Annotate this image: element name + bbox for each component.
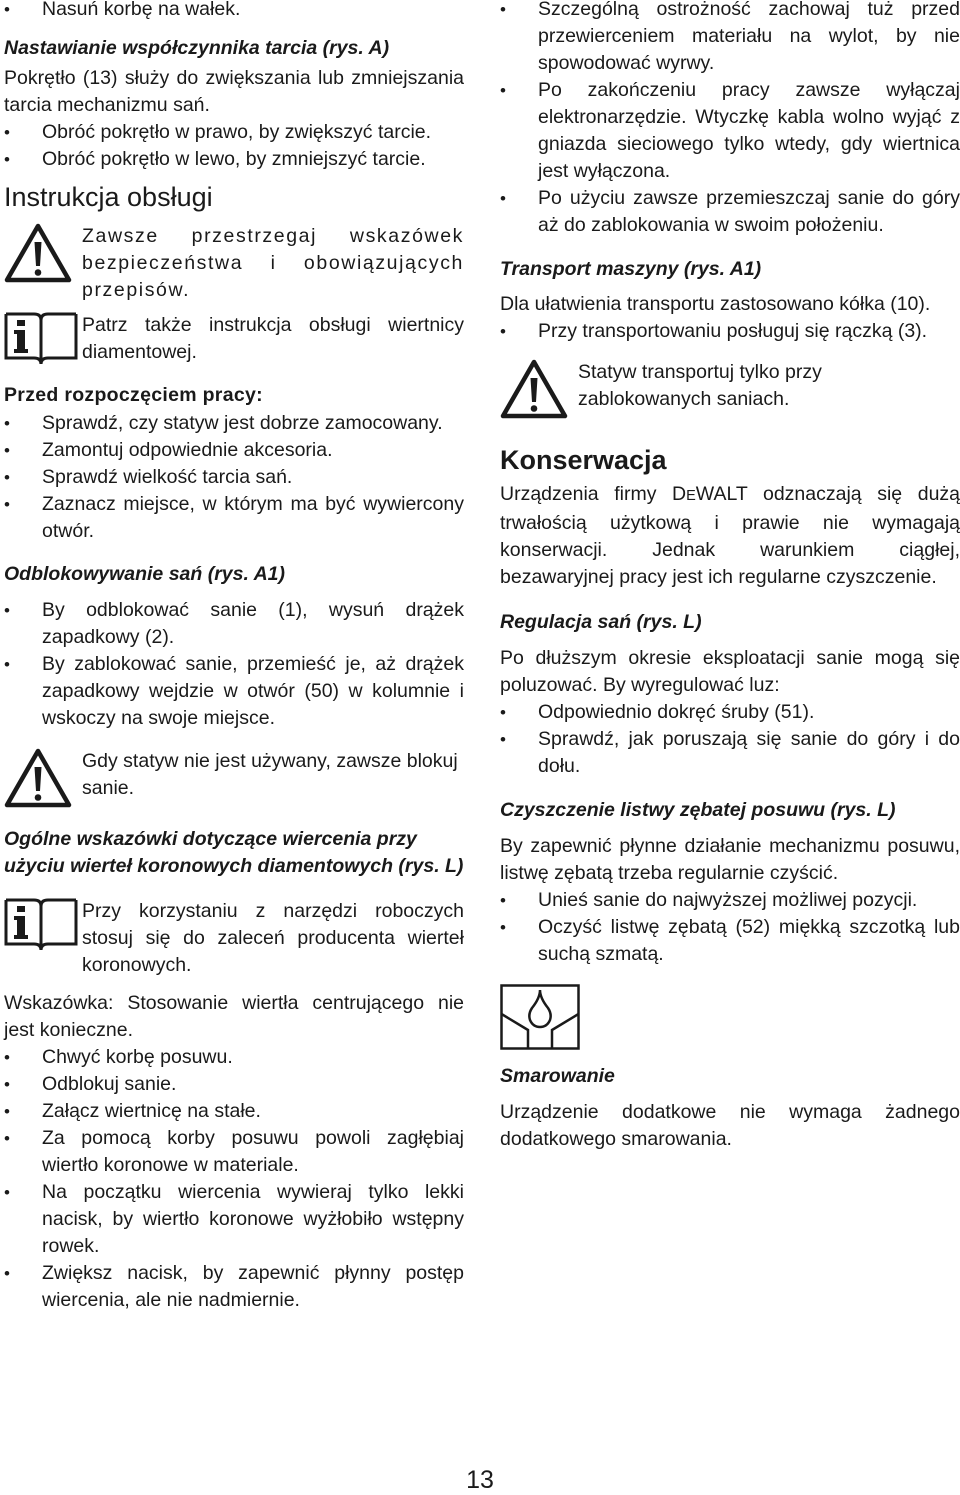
warning-triangle-icon [4, 748, 82, 808]
brand-part-2: E [686, 488, 696, 504]
paragraph-czyszczenie: By zapewnić płynne działanie mechanizmu posuwu, listwę zębatą trzeba regularnie czyścić. [500, 835, 960, 884]
list-item: • Chwyć korbę posuwu. [4, 1044, 464, 1071]
list-item: • Zwiększ nacisk, by zapewnić płynny postęp wiercenia, ale nie nadmiernie. [4, 1260, 464, 1314]
list-item: • By zablokować sanie, przemieść je, aż drążek zapadkowy wejdzie w otwór (50) w kolumnie i wskoczy na swoje miejsce. [4, 651, 464, 732]
list-item: • Odpowiednio dokręć śruby (51). [500, 699, 960, 726]
list-item: • Sprawdź, czy statyw jest dobrze zamocowany. [4, 410, 464, 437]
warning-notice-3 [500, 359, 960, 419]
paragraph-regulacja: Po dłuższym okresie eksploatacji sanie mogą się poluzować. By wyregulować luz: [500, 647, 960, 696]
heading-czyszczenie: Czyszczenie listwy zębatej posuwu (rys. L) [500, 799, 896, 821]
bullet-list-regulacja [500, 699, 960, 780]
list-item: • Załącz wiertnicę na stałe. [4, 1098, 464, 1125]
info-notice-1 [4, 312, 464, 366]
paragraph-tarcie: Pokrętło (13) służy do zwiększania lub zmniejszania tarcia mechanizmu sań. [4, 67, 464, 116]
warning-notice-2 [4, 748, 464, 808]
right-column [500, 0, 960, 1153]
heading-smarowanie: Smarowanie [500, 1065, 615, 1087]
list-item: • Za pomocą korby posuwu powoli zagłębiaj wiertło koronowe w materiale. [4, 1125, 464, 1179]
list-item: • Sprawdź, jak poruszają się sanie do góry i do dołu. [500, 726, 960, 780]
brand-part-1: Urządzenia firmy D [500, 483, 687, 505]
list-item: • Obróć pokrętło w prawo, by zwiększyć tarcie. [4, 119, 464, 146]
bullet-list-top [500, 0, 960, 239]
bullet-list-przed [4, 410, 464, 545]
heading-odblok: Odblokowywanie sań (rys. A1) [4, 563, 286, 585]
heading-instrukcja: Instrukcja obsługi [4, 182, 213, 212]
info-book-icon [4, 312, 82, 366]
warning-triangle-icon [500, 359, 578, 419]
left-column [4, 0, 464, 1314]
list-item: • Oczyść listwę zębatą (52) miękką szczotką lub suchą szmatą. [500, 914, 960, 968]
bullet-list [4, 0, 464, 23]
konserwacja-text: WALT odznaczają się dużą trwałością użytkową i prawie nie wymagają konserwacji. Jednak warunkiem ciągłej, bezawaryjnej pracy jest ich regularne czyszczenie. [500, 483, 960, 588]
info-text-1: Patrz także instrukcja obsługi wiertnicy diamentowej. [82, 314, 464, 363]
list-item: • Obróć pokrętło w lewo, by zmniejszyć tarcie. [4, 146, 464, 173]
list-item: • Po użyciu zawsze przemieszczaj sanie do góry aż do zablokowania w swoim położeniu. [500, 185, 960, 239]
bullet-list-transport [500, 318, 960, 345]
bullet-list-odblok [4, 597, 464, 732]
warning-notice-1 [4, 223, 464, 304]
list-item: • Przy transportowaniu posługuj się rączką (3). [500, 318, 960, 345]
list-item: • Po zakończeniu pracy zawsze wyłączaj elektronarzędzie. Wtyczkę kabla wolno wyjąć z gniazda sieciowego tylko wtedy, gdy wiertnica jest wyłączona. [500, 77, 960, 185]
paragraph-smarowanie: Urządzenie dodatkowe nie wymaga żadnego dodatkowego smarowania. [500, 1101, 960, 1150]
list-item: • Sprawdź wielkość tarcia sań. [4, 464, 464, 491]
list-item: • Szczególną ostrożność zachowaj tuż przed przewierceniem materiału na wylot, by nie spowodować wyrwy. [500, 0, 960, 77]
list-item: • Odblokuj sanie. [4, 1071, 464, 1098]
bullet-list-wiercenie [4, 1044, 464, 1314]
warning-text-2: Gdy statyw nie jest używany, zawsze blokuj sanie. [82, 750, 458, 799]
warning-text-3: Statyw transportuj tylko przy zablokowanych saniach. [578, 361, 822, 410]
list-item: • Zamontuj odpowiednie akcesoria. [4, 437, 464, 464]
heading-tarcie: Nastawianie współczynnika tarcia (rys. A) [4, 37, 390, 59]
info-text-2: Przy korzystaniu z narzędzi roboczych stosuj się do zaleceń producenta wierteł koronowych. [82, 900, 464, 976]
info-book-icon [4, 898, 82, 952]
heading-transport: Transport maszyny (rys. A1) [500, 258, 762, 280]
paragraph-konserwacja [500, 481, 960, 591]
page-number: 13 [466, 1466, 494, 1494]
oil-drop-icon [500, 984, 960, 1055]
heading-przed: Przed rozpoczęciem pracy: [4, 384, 263, 406]
paragraph-wskazowka: Wskazówka: Stosowanie wiertła centrującego nie jest konieczne. [4, 992, 464, 1041]
list-item: • Unieś sanie do najwyższej możliwej pozycji. [500, 887, 960, 914]
warning-triangle-icon [4, 223, 82, 283]
list-item: • Zaznacz miejsce, w którym ma być wywiercony otwór. [4, 491, 464, 545]
info-notice-2 [4, 898, 464, 979]
list-item: • Na początku wiercenia wywieraj tylko lekki nacisk, by wiertło koronowe wyżłobiło wstępny rowek. [4, 1179, 464, 1260]
bullet-list-czyszczenie [500, 887, 960, 968]
paragraph-transport: Dla ułatwienia transportu zastosowano kółka (10). [500, 293, 931, 315]
bullet-list-tarcie [4, 119, 464, 173]
heading-regulacja: Regulacja sań (rys. L) [500, 611, 702, 633]
heading-konserwacja: Konserwacja [500, 445, 667, 475]
list-item: • Nasuń korbę na wałek. [4, 0, 464, 23]
warning-text-1: Zawsze przestrzegaj wskazówek bezpieczeństwa i obowiązujących przepisów. [82, 225, 464, 301]
heading-ogolne: Ogólne wskazówki dotyczące wiercenia przy użyciu wierteł koronowych diamentowych (rys. L) [4, 828, 464, 877]
list-item: • By odblokować sanie (1), wysuń drążek zapadkowy (2). [4, 597, 464, 651]
